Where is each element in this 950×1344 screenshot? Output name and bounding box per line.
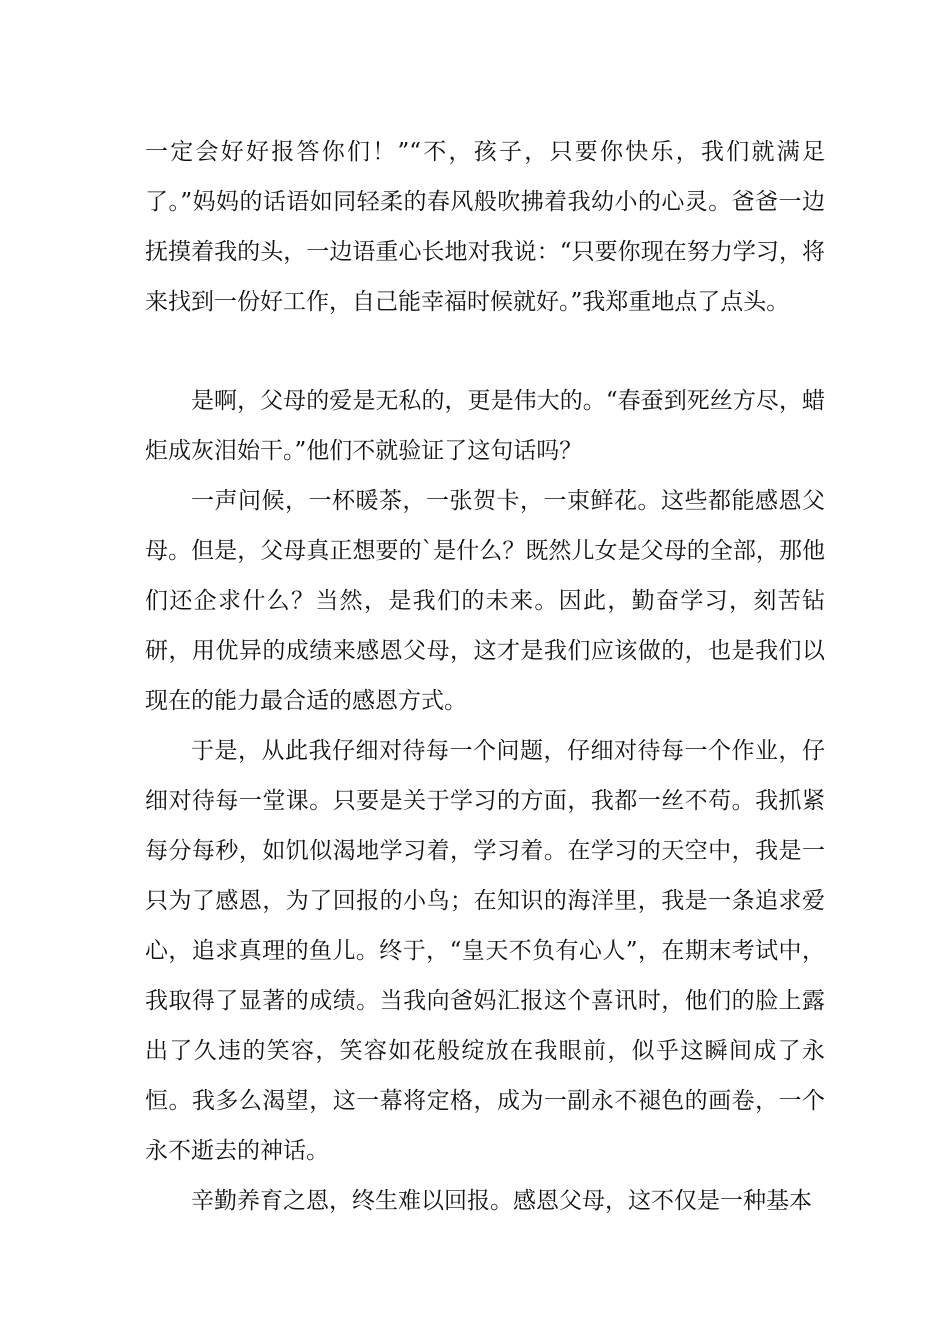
paragraph-4: 于是，从此我仔细对待每一个问题，仔细对待每一个作业，仔细对待每一堂课。只要是关于学习的方面，我都一丝不苟。我抓紧每分每秒，如饥似渴地学习着，学习着。在学习的天空中，我是一只为了感恩，为了回报的小鸟；在知识的海洋里，我是一条追求爱心，追求真理的鱼儿。终于，“皇天不负有心人”，在期末考试中，我取得了显著的成绩。当我向爸妈汇报这个喜讯时，他们的脸上露出了久违的笑容，笑容如花般绽放在我眼前，似乎这瞬间成了永恒。我多么渴望，这一幕将定格，成为一副永不褪色的画卷，一个永不逝去的神话。 <box>145 738 825 1164</box>
paragraph-1: 一定会好好报答你们！”“不，孩子，只要你快乐，我们就满足了。”妈妈的话语如同轻柔的春风般吹拂着我幼小的心灵。爸爸一边抚摸着我的头，一边语重心长地对我说：“只要你现在努力学习，将来找到一份好工作，自己能幸福时候就好。”我郑重地点了点头。 <box>145 139 825 315</box>
paragraph-5: 辛勤养育之恩，终生难以回报。感恩父母，这不仅是一种基本 <box>191 1188 812 1214</box>
paragraph-3: 一声问候，一杯暖茶，一张贺卡，一束鲜花。这些都能感恩父母。但是，父母真正想要的`是什么？既然儿女是父母的全部，那他们还企求什么？当然，是我们的未来。因此，勤奋学习，刻苦钻研，用优异的成绩来感恩父母，这才是我们应该做的，也是我们以现在的能力最合适的感恩方式。 <box>145 488 825 714</box>
paragraph-2: 是啊，父母的爱是无私的，更是伟大的。“春蚕到死丝方尽，蜡炬成灰泪始干。”他们不就验证了这句话吗？ <box>145 388 825 464</box>
text-block-top <box>145 127 825 327</box>
text-block-main <box>145 376 825 1226</box>
